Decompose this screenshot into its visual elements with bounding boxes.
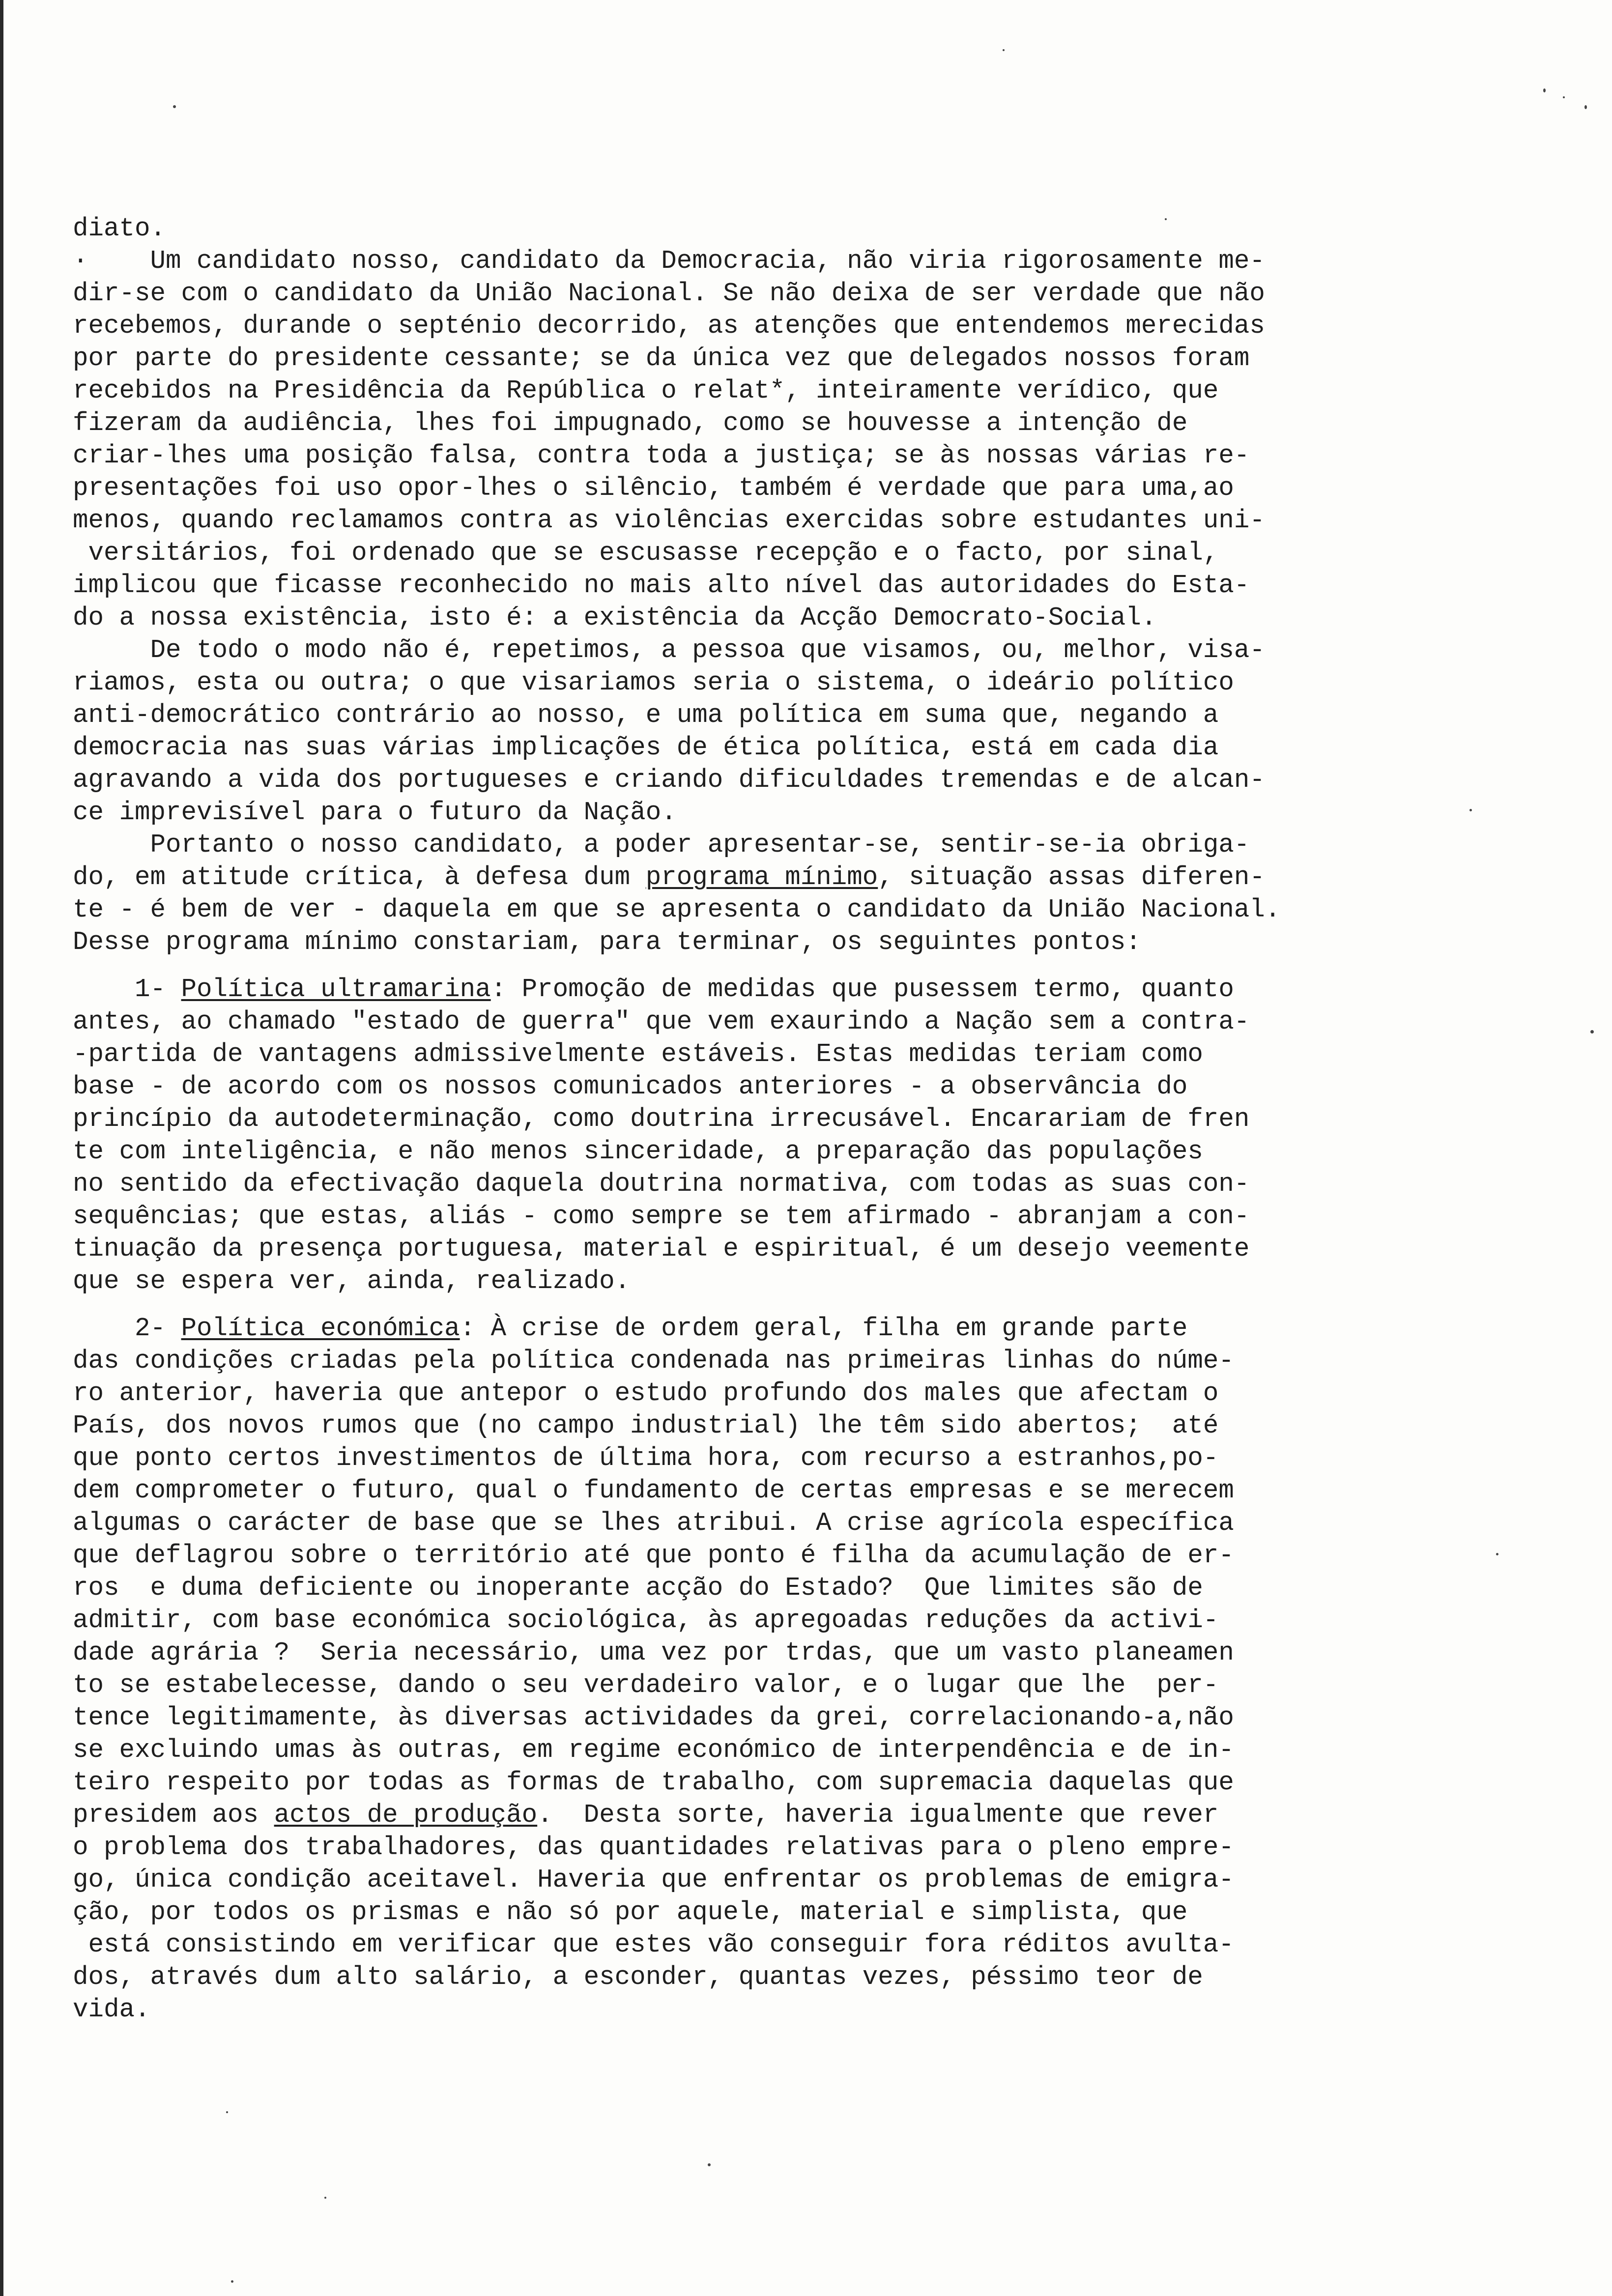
- line-text: dade agrária ? Seria necessário, uma vez por trdas, que um vasto planeamen: [73, 1638, 1234, 1667]
- line-text: que ponto certos investimentos de última hora, com recurso a estranhos,po-: [73, 1443, 1219, 1473]
- paragraph: [73, 973, 1429, 1297]
- line-text: antes, ao chamado "estado de guerra" que vem exaurindo a Nação sem a contra-: [73, 1007, 1250, 1036]
- line-text: riamos, esta ou outra; o que visariamos seria o sistema, o ideário político: [73, 668, 1234, 697]
- text-line: [73, 731, 1429, 764]
- text-line: [73, 1766, 1429, 1799]
- line-text: implicou que ficasse reconhecido no mais alto nível das autoridades do Esta-: [73, 571, 1250, 600]
- paper-speck: [1590, 1030, 1594, 1033]
- text-line: [73, 1038, 1429, 1070]
- line-text: -partida de vantagens admissivelmente estáveis. Estas medidas teriam como: [73, 1039, 1203, 1069]
- underlined-heading: programa mínimo: [645, 862, 878, 892]
- line-text: menos, quando reclamamos contra as violências exercidas sobre estudantes uni-: [73, 506, 1265, 535]
- text-line: [73, 1896, 1429, 1928]
- line-text: Desse programa mínimo constariam, para terminar, os seguintes pontos:: [73, 927, 1141, 957]
- underlined-heading: Política económica: [181, 1314, 460, 1343]
- text-line: [73, 973, 1429, 1005]
- text-line: [73, 1377, 1429, 1409]
- line-text: go, única condição aceitavel. Haveria que enfrentar os problemas de emigra-: [73, 1865, 1234, 1894]
- text-line: [73, 1961, 1429, 1993]
- line-text: ce imprevisível para o futuro da Nação.: [73, 798, 677, 827]
- paper-speck: [231, 2280, 233, 2283]
- paper-speck: [1003, 49, 1005, 51]
- line-text: versitários, foi ordenado que se escusasse recepção e o facto, por sinal,: [73, 538, 1219, 568]
- text-line: [73, 1103, 1429, 1135]
- line-text: presidem aos: [73, 1800, 274, 1830]
- underlined-heading: Política ultramarina: [181, 975, 491, 1004]
- paragraph: [73, 634, 1429, 829]
- text-line: [73, 310, 1429, 342]
- line-text: ros e duma deficiente ou inoperante acção do Estado? Que limites são de: [73, 1573, 1203, 1603]
- line-text: admitir, com base económica sociológica, às apregoadas reduções da activi-: [73, 1606, 1219, 1635]
- line-text: presentações foi uso opor-lhes o silêncio, também é verdade que para uma,ao: [73, 473, 1234, 503]
- line-text: . Desta sorte, haveria igualmente que rever: [537, 1800, 1219, 1830]
- text-line: [73, 1993, 1429, 2026]
- line-text: tence legitimamente, às diversas actividades da grei, correlacionando-a,não: [73, 1703, 1234, 1732]
- text-line: [73, 407, 1429, 439]
- line-text: , situação assas diferen-: [878, 862, 1265, 892]
- text-line: [73, 699, 1429, 731]
- line-text: sequências; que estas, aliás - como sempre se tem afirmado - abranjam a con-: [73, 1202, 1250, 1231]
- paper-speck: [173, 105, 176, 108]
- text-line: [73, 537, 1429, 569]
- line-text: diato.: [73, 214, 166, 243]
- line-text: 1-: [73, 975, 181, 1004]
- line-text: vida.: [73, 1995, 150, 2024]
- line-text: por parte do presidente cessante; se da única vez que delegados nossos foram: [73, 344, 1250, 373]
- text-line: [73, 1507, 1429, 1539]
- text-line: [73, 342, 1429, 374]
- text-line: [73, 504, 1429, 537]
- line-text: te - é bem de ver - daquela em que se apresenta o candidato da União Nacional.: [73, 895, 1281, 924]
- page-left-edge: [0, 0, 3, 2296]
- text-line: [73, 1070, 1429, 1103]
- text-line: [73, 472, 1429, 504]
- text-line: [73, 666, 1429, 699]
- text-line: [73, 1928, 1429, 1961]
- line-text: tinuação da presença portuguesa, material e espiritual, é um desejo veemente: [73, 1234, 1250, 1263]
- line-text: do a nossa existência, isto é: a existência da Acção Democrato-Social.: [73, 603, 1157, 632]
- paragraph: [73, 1312, 1429, 2026]
- text-line: [73, 1734, 1429, 1766]
- line-text: recebidos na Presidência da República o relat*, inteiramente verídico, que: [73, 376, 1219, 405]
- paper-speck: [1543, 88, 1546, 92]
- text-line: [73, 1831, 1429, 1864]
- text-line: [73, 602, 1429, 634]
- text-line: [73, 1572, 1429, 1604]
- line-text: ro anterior, haveria que antepor o estudo profundo dos males que afectam o: [73, 1378, 1219, 1408]
- text-line: [73, 1799, 1429, 1831]
- line-text: das condições criadas pela política condenada nas primeiras linhas do núme-: [73, 1346, 1234, 1376]
- line-text: princípio da autodeterminação, como doutrina irrecusável. Encarariam de fren: [73, 1104, 1250, 1134]
- text-line: [73, 1005, 1429, 1038]
- line-text: algumas o carácter de base que se lhes atribui. A crise agrícola específica: [73, 1508, 1234, 1538]
- line-text: teiro respeito por todas as formas de trabalho, com supremacia daquelas que: [73, 1768, 1234, 1797]
- line-text: agravando a vida dos portugueses e criando dificuldades tremendas e de alcan-: [73, 765, 1265, 795]
- line-text: está consistindo em verificar que estes vão conseguir fora réditos avulta-: [73, 1930, 1234, 1959]
- text-line: [73, 1669, 1429, 1701]
- paper-speck: [1496, 1553, 1498, 1555]
- text-line: [73, 1701, 1429, 1734]
- text-line: [73, 1168, 1429, 1200]
- line-text: fizeram da audiência, lhes foi impugnado, como se houvesse a intenção de: [73, 408, 1188, 438]
- paragraph: [73, 212, 1429, 245]
- underlined-heading: actos de produção: [274, 1800, 538, 1830]
- text-line: [73, 1200, 1429, 1233]
- paper-speck: [226, 2111, 228, 2113]
- text-line: [73, 1442, 1429, 1474]
- line-text: te com inteligência, e não menos sinceridade, a preparação das populações: [73, 1137, 1203, 1166]
- paper-speck: [1469, 809, 1472, 811]
- text-line: [73, 1135, 1429, 1168]
- line-text: base - de acordo com os nossos comunicados anteriores - a observância do: [73, 1072, 1188, 1101]
- text-line: [73, 1636, 1429, 1669]
- line-text: do, em atitude crítica, à defesa dum: [73, 862, 646, 892]
- text-line: [73, 1474, 1429, 1507]
- text-line: [73, 1409, 1429, 1442]
- text-line: [73, 1345, 1429, 1377]
- line-text: que deflagrou sobre o território até que ponto é filha da acumulação de er-: [73, 1541, 1234, 1570]
- line-text: dem comprometer o futuro, qual o fundamento de certas empresas e se merecem: [73, 1476, 1234, 1505]
- text-line: [73, 277, 1429, 310]
- text-line: [73, 439, 1429, 472]
- line-text: : Promoção de medidas que pusessem termo, quanto: [490, 975, 1234, 1004]
- paragraph: [73, 829, 1429, 958]
- line-text: o problema dos trabalhadores, das quantidades relativas para o pleno empre-: [73, 1833, 1234, 1862]
- line-text: ção, por todos os prismas e não só por aquele, material e simplista, que: [73, 1897, 1188, 1927]
- line-text: 2-: [73, 1314, 181, 1343]
- line-text: criar-lhes uma posição falsa, contra toda a justiça; se às nossas várias re-: [73, 441, 1250, 470]
- paper-speck: [1563, 96, 1565, 98]
- text-line: [73, 893, 1429, 926]
- text-line: [73, 245, 1429, 277]
- text-line: [73, 1539, 1429, 1572]
- text-line: [73, 1604, 1429, 1636]
- line-text: anti-democrático contrário ao nosso, e uma política em suma que, negando a: [73, 700, 1219, 730]
- line-text: De todo o modo não é, repetimos, a pessoa que visamos, ou, melhor, visa-: [73, 635, 1265, 665]
- text-line: [73, 926, 1429, 958]
- line-text: : À crise de ordem geral, filha em grande parte: [460, 1314, 1188, 1343]
- text-line: [73, 796, 1429, 829]
- line-text: Portanto o nosso candidato, a poder apresentar-se, sentir-se-ia obriga-: [73, 830, 1250, 860]
- text-line: [73, 569, 1429, 602]
- line-text: recebemos, durande o septénio decorrido, as atenções que entendemos merecidas: [73, 311, 1265, 341]
- line-text: democracia nas suas várias implicações de ética política, está em cada dia: [73, 733, 1219, 762]
- line-text: dos, através dum alto salário, a esconder, quantas vezes, péssimo teor de: [73, 1962, 1203, 1992]
- line-text: to se estabelecesse, dando o seu verdadeiro valor, e o lugar que lhe per-: [73, 1670, 1219, 1700]
- text-line: [73, 861, 1429, 893]
- text-line: [73, 764, 1429, 796]
- line-text: País, dos novos rumos que (no campo industrial) lhe têm sido abertos; até: [73, 1411, 1219, 1440]
- letter-body: [73, 212, 1429, 2026]
- text-line: [73, 1233, 1429, 1265]
- paper-speck: [708, 2163, 711, 2166]
- paper-speck: [324, 2197, 326, 2199]
- paragraph: [73, 245, 1429, 634]
- text-line: [73, 1265, 1429, 1297]
- line-text: dir-se com o candidato da União Nacional. Se não deixa de ser verdade que não: [73, 279, 1265, 308]
- line-text: · Um candidato nosso, candidato da Democracia, não viria rigorosamente me-: [73, 246, 1265, 276]
- text-line: [73, 1864, 1429, 1896]
- text-line: [73, 634, 1429, 666]
- line-text: se excluindo umas às outras, em regime económico de interpendência e de in-: [73, 1735, 1234, 1765]
- text-line: [73, 374, 1429, 407]
- text-line: [73, 1312, 1429, 1345]
- line-text: no sentido da efectivação daquela doutrina normativa, com todas as suas con-: [73, 1169, 1250, 1199]
- text-line: [73, 212, 1429, 245]
- text-line: [73, 829, 1429, 861]
- paper-speck: [1584, 105, 1587, 109]
- line-text: que se espera ver, ainda, realizado.: [73, 1266, 631, 1296]
